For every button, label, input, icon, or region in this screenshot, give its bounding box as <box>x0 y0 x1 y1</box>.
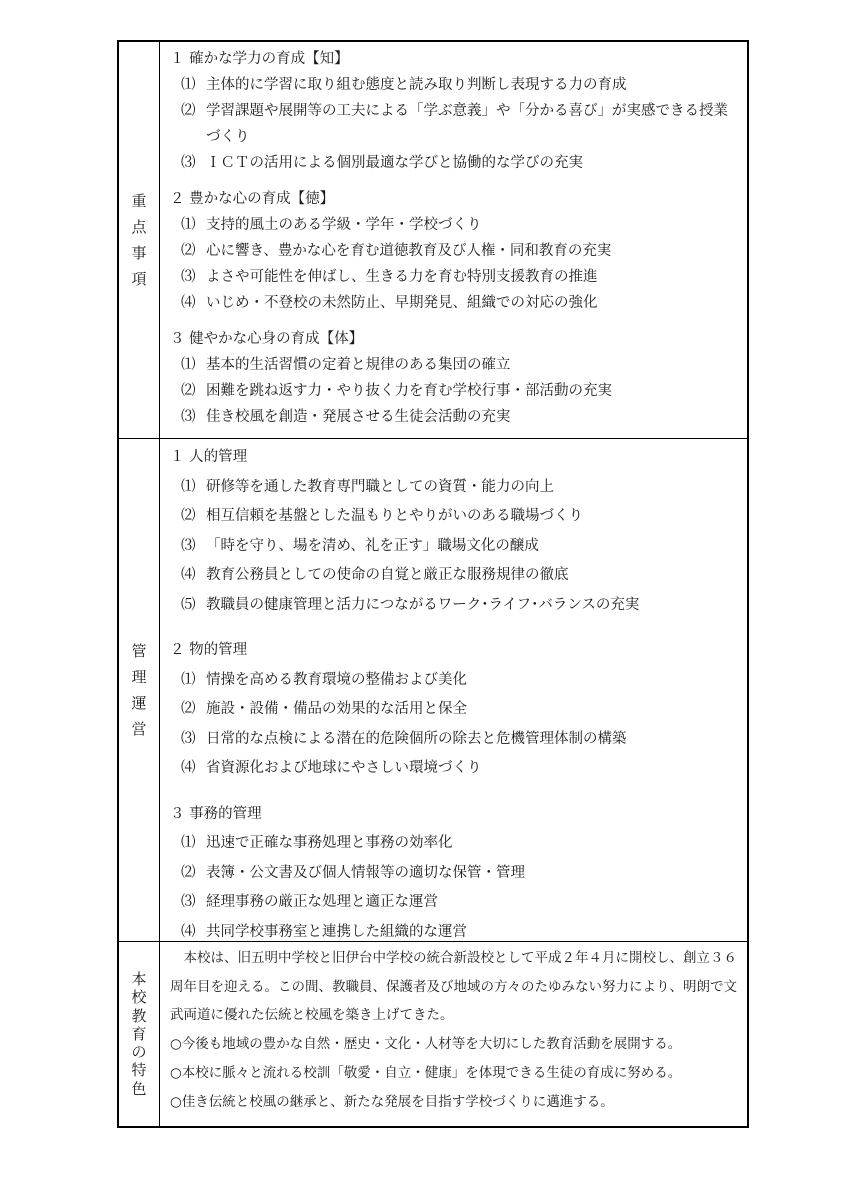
row-priority-items <box>119 42 747 439</box>
list-item <box>170 888 739 918</box>
list-item <box>170 666 739 696</box>
item-number: ⑵ <box>181 243 196 259</box>
feature-bullet: ○佳き伝統と校風の継承と、新たな発展を目指す学校づくりに邁進する。 <box>170 1093 614 1110</box>
item-number: ⑴ <box>181 671 196 688</box>
list-item <box>170 725 739 755</box>
row-management <box>119 439 747 942</box>
list-item <box>170 378 739 404</box>
row-school-features <box>119 942 747 1126</box>
list-item <box>170 754 739 784</box>
item-number: ⑴ <box>181 357 196 373</box>
list-item <box>170 829 739 859</box>
item-text: 心に響き、豊かな心を育む道徳教育及び人権・同和教育の充実 <box>206 243 612 259</box>
item-number: ⑵ <box>181 508 196 524</box>
item-number: ⑷ <box>181 295 196 311</box>
item-text: 相互信頼を基盤とした温もりとやりがいのある職場づくり <box>206 508 583 524</box>
list-item <box>170 473 739 503</box>
feature-bullet: ○本校に脈々と流れる校訓「敬愛・自立・健康」を体現できる生徒の育成に努める。 <box>170 1064 682 1081</box>
item-text: 困難を跳ね返す力・やり抜く力を育む学校行事・部活動の充実 <box>206 383 612 399</box>
item-text: 基本的生活習慣の定着と規律のある集団の確立 <box>206 357 511 373</box>
item-text: 「時を守り、場を清め、礼を正す」職場文化の醸成 <box>206 537 539 554</box>
list-item <box>170 290 739 316</box>
item-number: ⑷ <box>181 567 196 583</box>
item-number: ⑵ <box>181 701 196 717</box>
item-number: ⑶ <box>181 409 196 425</box>
item-text: 迅速で正確な事務処理と事務の効率化 <box>206 835 453 851</box>
item-number: ⑴ <box>181 77 196 93</box>
item-text: 教育公務員としての使命の自覚と厳正な服務規律の徹底 <box>206 567 569 583</box>
list-item <box>170 532 739 562</box>
item-text: 日常的な点検による潜在的危険個所の除去と危機管理体制の構築 <box>206 730 627 747</box>
item-number: ⑴ <box>181 478 196 495</box>
item-number: ⑶ <box>181 155 196 171</box>
item-text: 学習課題や展開等の工夫による「学ぶ意義」や「分かる喜び」が実感できる授業づくり <box>206 103 728 145</box>
list-item <box>170 591 739 621</box>
item-number: ⑵ <box>181 383 196 399</box>
list-item <box>170 695 739 725</box>
list-item <box>170 404 739 430</box>
priority-items-header <box>119 42 160 438</box>
management-header-label: 管理運営 <box>131 641 147 739</box>
item-number: ⑵ <box>181 864 196 881</box>
item-number: ⑶ <box>181 730 196 747</box>
item-text: 施設・設備・備品の効果的な活用と保全 <box>206 701 467 717</box>
section-title: ３ 健やかな心身の育成【体】 <box>170 331 364 347</box>
item-number: ⑶ <box>181 894 196 910</box>
item-number: ⑶ <box>181 537 196 554</box>
section-title: １ 確かな学力の育成【知】 <box>170 51 349 67</box>
item-text: いじめ・不登校の未然防止、早期発見、組織での対応の強化 <box>206 295 598 311</box>
item-number: ⑸ <box>181 596 196 613</box>
list-item <box>170 561 739 591</box>
school-policy-table <box>117 40 749 1128</box>
feature-bullet: ○今後も地域の豊かな自然・歴史・文化・人材等を大切にした教育活動を展開する。 <box>170 1035 682 1052</box>
section-title: ２ 物的管理 <box>170 642 248 658</box>
item-text: 教職員の健康管理と活力につながるワーク･ライフ･バランスの充実 <box>206 596 640 613</box>
list-item <box>170 502 739 532</box>
features-paragraph: 本校は、旧五明中学校と旧伊台中学校の統合新設校として平成２年４月に開校し、創立３６周年目を迎える。この間、教職員、保護者及び地域の方々のたゆみない努力により、明朗で文武両道に優れた伝統と校風を築き上げてきた。 <box>170 950 737 1023</box>
school-features-content <box>160 942 747 1126</box>
list-item <box>170 72 739 98</box>
item-text: ＩＣＴの活用による個別最適な学びと協働的な学びの充実 <box>206 155 583 171</box>
item-text: 情操を高める教育環境の整備および美化 <box>206 671 467 688</box>
item-number: ⑴ <box>181 217 196 233</box>
item-number: ⑵ <box>181 103 196 119</box>
item-text: 主体的に学習に取り組む態度と読み取り判断し表現する力の育成 <box>206 77 627 93</box>
section-title: ２ 豊かな心の育成【徳】 <box>170 191 335 207</box>
item-text: よさや可能性を伸ばし、生きる力を育む特別支援教育の推進 <box>206 269 598 285</box>
list-item <box>170 212 739 238</box>
section-title: ３ 事務的管理 <box>170 805 262 822</box>
item-text: 佳き校風を創造・発展させる生徒会活動の充実 <box>206 409 511 425</box>
school-features-header <box>119 942 160 1126</box>
priority-items-header-label: 重点事項 <box>131 191 147 289</box>
list-item <box>170 352 739 378</box>
management-header <box>119 439 160 941</box>
item-text: 省資源化および地球にやさしい環境づくり <box>206 760 482 776</box>
list-item <box>170 859 739 889</box>
item-text: 経理事務の厳正な処理と適正な運営 <box>206 894 438 910</box>
item-text: 表簿・公文書及び個人情報等の適切な保管・管理 <box>206 864 525 881</box>
item-number: ⑶ <box>181 269 196 285</box>
item-text: 研修等を通した教育専門職としての資質・能力の向上 <box>206 478 554 495</box>
item-number: ⑷ <box>181 760 196 776</box>
item-number: ⑴ <box>181 835 196 851</box>
list-item <box>170 98 739 150</box>
list-item <box>170 238 739 264</box>
item-number: ⑷ <box>181 923 196 940</box>
management-content <box>160 439 747 941</box>
item-text: 支持的風土のある学級・学年・学校づくり <box>206 217 482 233</box>
list-item <box>170 150 739 176</box>
list-item <box>170 264 739 290</box>
priority-items-content <box>160 42 747 438</box>
item-text: 共同学校事務室と連携した組織的な運営 <box>206 923 467 940</box>
school-features-header-label: 本校教育の特色 <box>131 969 147 1098</box>
section-title: １ 人的管理 <box>170 449 248 465</box>
